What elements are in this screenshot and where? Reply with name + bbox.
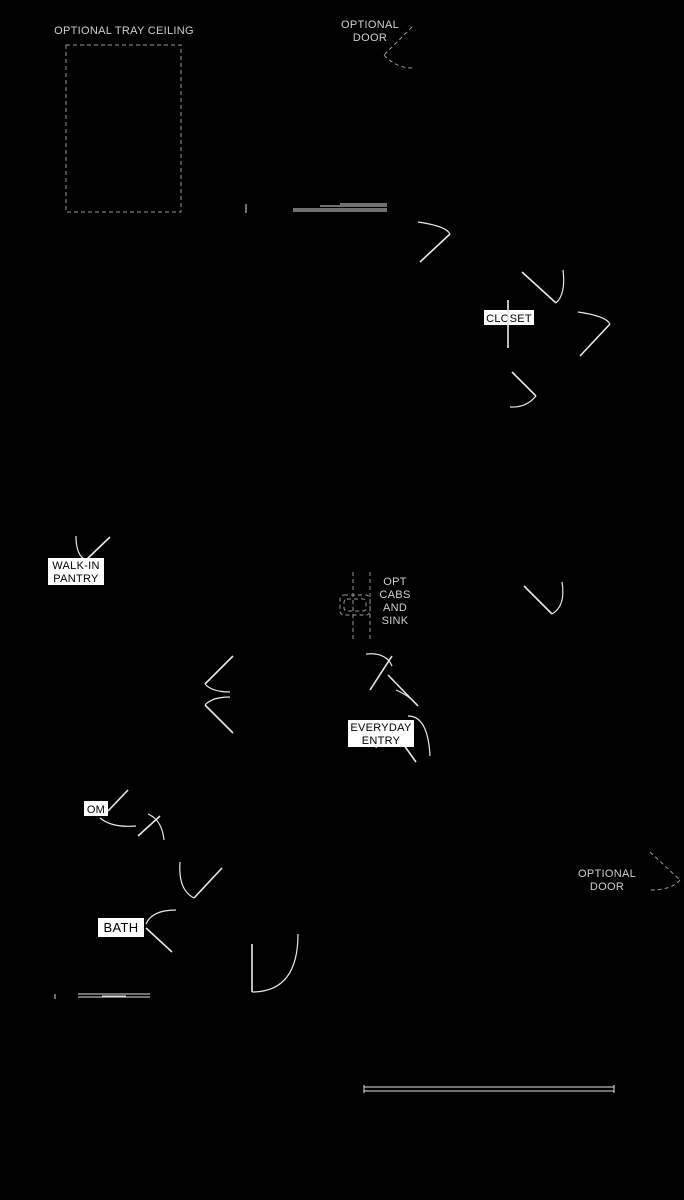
door-swing-1	[418, 222, 450, 262]
tray-ceiling-outline	[66, 45, 181, 212]
closet-door-2	[578, 312, 610, 356]
room-doors	[100, 790, 164, 840]
window-top	[246, 204, 387, 213]
everyday-entry-label-2: ENTRY	[361, 735, 401, 747]
optional-door-right-label-1: OPTIONAL	[577, 868, 637, 880]
everyday-entry-label-1: EVERYDAY	[350, 722, 412, 734]
door-swing-bath-upper	[180, 862, 222, 898]
optional-door-right-swing	[650, 852, 680, 890]
tray-ceiling-label: OPTIONAL TRAY CEILING	[54, 25, 194, 37]
window-bottom-left	[55, 994, 150, 999]
opt-cabs-label-1: OPT	[383, 576, 407, 588]
door-swing-right-mid	[524, 582, 563, 614]
bath-door	[146, 910, 176, 952]
garage-door-line	[364, 1085, 614, 1093]
optional-door-top-label-2: DOOR	[352, 32, 388, 44]
pantry-door	[76, 536, 110, 560]
closet-door-1	[522, 270, 564, 303]
closet-door-3	[510, 372, 536, 407]
optional-door-right-label-2: DOOR	[589, 881, 625, 893]
opt-cabs-label-4: SINK	[381, 615, 409, 627]
walk-in-pantry-label-2: PANTRY	[53, 573, 99, 585]
closet-label: CLOSET	[486, 313, 532, 325]
walk-in-pantry-label-1: WALK-IN	[52, 560, 100, 572]
optional-door-top-label-1: OPTIONAL	[340, 19, 400, 31]
bath-label: BATH	[103, 920, 139, 935]
room-partial-label: OM	[86, 804, 106, 816]
opt-cabs-label-3: AND	[382, 602, 408, 614]
door-swing-large	[252, 934, 298, 992]
opt-sink-outline	[340, 572, 370, 640]
double-door-left	[205, 656, 233, 733]
optional-door-top-swing	[384, 27, 412, 68]
opt-cabs-label-2: CABS	[379, 589, 411, 601]
